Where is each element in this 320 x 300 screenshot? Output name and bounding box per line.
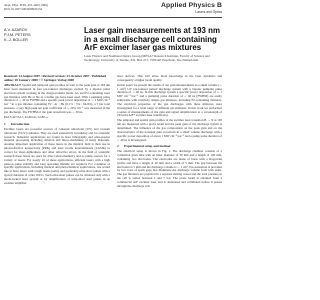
author-affiliation: Laser Physics and Nonlinear Optics Group (MESA+ Research Institute, Faculty of Science and Technology, University of Twente, P.O. Box 217, 7500 AE Enschede, The Netherlands (84, 54, 210, 62)
paper-title: Laser gain measurements at 193 nm in a small discharge cell containing ArF excimer laser gas mixtures (84, 26, 220, 53)
journal-citation (4, 4, 48, 12)
introduction-paragraph: Excimer lasers are powerful sources of coherent ultraviolet (UV) and vacuum ultraviolet (VUV) radiation. They are used extensively in industry and for scientific research. Industrial applications are found in laser lithography and ultra-precise material processing including ablation and micro-machining of many materials. Another important application of these lasers in the medical field is their use in photorefractive keratectomy (PRK) and laser in-situ keratomileusis (LASIK) to correct for short-sightedness and other refractive errors. In the field of scientific research these lasers are used for direct photochemistry and as pump sources for a variety of lasers. For nearly all of these applications, efficient lasers with a high pulse-to-pulse stability and long operating lifetime are required. For a number of specific applications, including medical and photochemical applications, one would like to have lasers with a high beam quality and preferably ultra-short pulses with a typical duration of order 100 fs. Such ultra-short pulses can be obtained only with a mode-locked laser system or by amplification of ultra-short seed pulses in an excimer amplifier. (4, 126, 110, 185)
section-number: 1 (4, 121, 6, 126)
author-name: A.V. AZAROV (4, 28, 28, 32)
abstract (4, 84, 110, 115)
body-paragraph: laser devices. This will allow more knowledge in the laser dynamics and consequently a higher beam quality. (117, 74, 222, 82)
abstract-text: Spatial and temporal gain profiles as well as the peak gain at 193 nm have been measured in fast pre-ionized discharges excited by a bipolar pulse electrical system working in the charge-transfer mode. Ar- and F2-containing laser gas mixtures with He or Ne as a buffer gas have been used. With a pumping pulse duration of ∼ 40 ns FWHM and a specific peak power deposition of ∼ 1 MW cm⁻³ bar⁻¹ in a gas mixture containing F2 : Ar : He (0.1% : 5% : 94.9%), a 7 bar total pressure, a very high peak net gain coefficient of ∼ 20% cm⁻¹ was measured in the gas discharge. The FWHM of the gain waveform was ∼ 30 ns. (4, 83, 110, 114)
citation-line: Appl. Phys. B 69, 455–460 (1999) (4, 3, 48, 7)
page-header (4, 2, 222, 16)
journal-name: Applied Physics B (160, 2, 222, 9)
section-heading-experimental (117, 145, 222, 149)
received-dates: Received: 14 August 2007 / Revised version: 25 October 2007 / Published online: 18 January 2008 • © Springer-Verlag 2008 (4, 74, 107, 82)
section-number: 2 (117, 143, 119, 148)
journal-brand (161, 2, 222, 14)
journal-subtitle: Lasers and Optics (195, 9, 222, 14)
doi-line: DOI 10.1007/s003409900134 (4, 6, 43, 11)
body-paragraph: In this paper we present the results of our gain measurements in a small volume (∼ 1 cm³) UV pre-ionized pulsed discharge system with a bipolar pumping pulse duration of ∼ 40 ns. In this discharge system a specific power deposition of ∼ 1 MW cm⁻³ bar⁻¹ and a pumping pulse duration of ∼ 40 ns (FWHM) are easily achievable with relatively simple gas mixtures, including F2-containing mixtures. The electrical properties of the gas discharges with these mixtures were investigated for a wide range of different gas mixtures. In this work we performed a series of measurements of the gain and signal amplification at a wavelength of 193 nm (ArF* excimer laser transitions). (117, 82, 222, 118)
header-divider (4, 17, 222, 18)
author-name: P.J.M. PETERS (4, 33, 31, 38)
left-column (4, 84, 110, 187)
abstract-heading: ABSTRACT (4, 83, 22, 87)
right-column (117, 75, 222, 190)
section-heading-introduction (4, 123, 110, 127)
author-list (4, 28, 34, 44)
author-name: K.-J. BOLLER (4, 38, 28, 43)
body-paragraph: The electrical setup is shown in Fig. 1. The discharge chamber consists of a cylindrical glass tube with an inner diameter of 30 mm and a length of 100 mm, containing two electrodes. The electrodes are made of brass with a Rogowski profile and have a length of 20 mm and a width of 5 mm. The gap between the electrodes is 5 mm and the discharge volume is ∼ 1 cm³. Pre-ionization is provided by two rows of spark gaps that illuminate the discharge volume from both sides. The gas mixtures are prepared in a separate mixing vessel and the total pressure in the cell is varied between 1 and 7 bar. The probe beam is obtained from a commercial ArF excimer laser and is attenuated and collimated before it passes through the discharge cell. (117, 149, 222, 188)
section-title: Introduction (11, 121, 30, 126)
pacs-codes: PACS 42.55.Lt; 42.60.Lh; 52.80.-s (4, 115, 48, 120)
section-title: Experimental setup and method (124, 143, 171, 148)
body-paragraph: The temporal and spatial gain profiles of the excimer laser transition B → X at 193 nm are measured with a probe beam and the peak gain of the discharge system is determined. The influence of the gas composition on the peak gain and on the characteristics of the transient gain waveform in a small volume discharge with a specific power deposition of about 1 MW cm⁻³ bar⁻¹ and a pump pulse duration of ∼ 40 ns is investigated. (117, 118, 222, 142)
